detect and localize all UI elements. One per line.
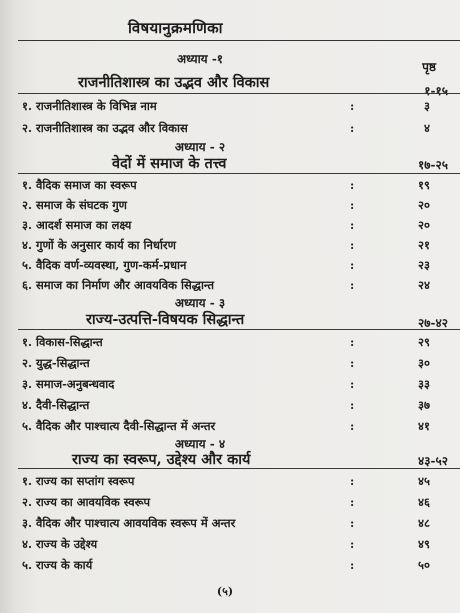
entry-title: १. विकास-सिद्धान्त bbox=[22, 335, 103, 349]
chapter-label: अध्याय -१ bbox=[176, 52, 224, 66]
entry-page: ४ bbox=[424, 121, 430, 135]
entry-page: २० bbox=[418, 218, 430, 232]
entry-page: ४८ bbox=[418, 516, 430, 530]
chapter-label: अध्याय - ४ bbox=[174, 437, 226, 451]
section-rule bbox=[18, 468, 460, 469]
entry-page: ३३ bbox=[418, 377, 430, 391]
entry-separator: : bbox=[350, 558, 355, 572]
toc-entry bbox=[22, 278, 430, 294]
section-title: राज्य का स्वरूप, उद्देश्य और कार्य bbox=[72, 451, 251, 468]
toc-entry bbox=[22, 377, 430, 393]
entry-separator: : bbox=[350, 356, 355, 370]
toc-entry bbox=[22, 258, 430, 274]
entry-title: २. समाज के संघटक गुण bbox=[22, 198, 127, 212]
section-title: राजनीतिशास्त्र का उद्भव और विकास bbox=[78, 74, 270, 91]
heading-rule bbox=[18, 40, 460, 41]
entry-title: ३. आदर्श समाज का लक्ष्य bbox=[22, 218, 132, 232]
entry-title: ५. वैदिक वर्ण-व्यवस्था, गुण-कर्म-प्रधान bbox=[22, 258, 187, 272]
entry-separator: : bbox=[350, 398, 355, 412]
toc-entry bbox=[22, 198, 430, 214]
section-page-range: २७-४२ bbox=[418, 316, 448, 330]
chapter-label: अध्याय - २ bbox=[174, 140, 226, 154]
entry-title: ४. गुणों के अनुसार कार्य का निर्धारण bbox=[22, 238, 176, 252]
entry-separator: : bbox=[350, 121, 355, 135]
entry-title: २. राज्य का आवयविक स्वरूप bbox=[22, 495, 151, 509]
entry-page: ३ bbox=[424, 99, 430, 113]
entry-page: ४६ bbox=[418, 495, 430, 509]
entry-page: ५० bbox=[418, 558, 430, 572]
entry-page: २३ bbox=[418, 258, 430, 272]
entry-page: २४ bbox=[418, 278, 430, 292]
entry-separator: : bbox=[350, 516, 355, 530]
entry-separator: : bbox=[350, 238, 355, 252]
entry-page: ३० bbox=[418, 356, 430, 370]
entry-separator: : bbox=[350, 218, 355, 232]
chapter-label: अध्याय - ३ bbox=[174, 296, 226, 310]
entry-separator: : bbox=[350, 377, 355, 391]
toc-entry bbox=[22, 356, 430, 372]
entry-title: ४. दैवी-सिद्धान्त bbox=[22, 398, 90, 412]
entry-title: १. वैदिक समाज का स्वरूप bbox=[22, 178, 137, 192]
contents-heading: विषयानुक्रमणिका bbox=[128, 19, 223, 37]
toc-entry bbox=[22, 558, 430, 574]
section-page-range: ४३-५२ bbox=[418, 454, 448, 468]
entry-separator: : bbox=[350, 198, 355, 212]
entry-title: ५. राज्य के कार्य bbox=[22, 558, 93, 572]
toc-entry bbox=[22, 178, 430, 194]
entry-title: १. राज्य का सप्तांग स्वरूप bbox=[22, 474, 135, 488]
section-title: वेदों में समाज के तत्त्व bbox=[112, 155, 227, 172]
entry-separator: : bbox=[350, 419, 355, 433]
entry-title: ३. समाज-अनुबन्धवाद bbox=[22, 377, 115, 391]
entry-title: ५. वैदिक और पाश्चात्य दैवी-सिद्धान्त में अन्तर bbox=[22, 419, 216, 433]
toc-entry bbox=[22, 335, 430, 351]
entry-page: २० bbox=[418, 198, 430, 212]
toc-entry bbox=[22, 516, 430, 532]
toc-entry bbox=[22, 474, 430, 490]
entry-title: १. राजनीतिशास्त्र के विभिन्न नाम bbox=[22, 99, 157, 113]
entry-separator: : bbox=[350, 258, 355, 272]
page-number: (५) bbox=[216, 585, 234, 598]
section-rule bbox=[18, 173, 460, 174]
toc-entry bbox=[22, 398, 430, 414]
entry-title: ६. समाज का निर्माण और आवयविक सिद्धान्त bbox=[22, 278, 215, 292]
toc-entry bbox=[22, 121, 430, 137]
toc-entry bbox=[22, 537, 430, 553]
entry-title: २. राजनीतिशास्त्र का उद्भव और विकास bbox=[22, 121, 188, 135]
entry-page: ४५ bbox=[418, 474, 430, 488]
entry-separator: : bbox=[350, 474, 355, 488]
toc-entry bbox=[22, 99, 430, 115]
entry-separator: : bbox=[350, 99, 355, 113]
toc-entry bbox=[22, 419, 430, 435]
entry-separator: : bbox=[350, 495, 355, 509]
entry-title: ३. वैदिक और पाश्चात्य आवयविक स्वरूप में अन्तर bbox=[22, 516, 236, 530]
entry-separator: : bbox=[350, 537, 355, 551]
page-column-label: पृष्ठ bbox=[422, 60, 436, 74]
toc-entry bbox=[22, 238, 430, 254]
section-title: राज्य-उत्पत्ति-विषयक सिद्धान्त bbox=[86, 311, 245, 328]
entry-separator: : bbox=[350, 335, 355, 349]
entry-page: २१ bbox=[418, 238, 430, 252]
entry-page: २९ bbox=[418, 335, 430, 349]
section-page-range: १७-२५ bbox=[418, 158, 448, 172]
entry-title: ४. राज्य के उद्देश्य bbox=[22, 537, 98, 551]
section-rule bbox=[18, 93, 460, 94]
section-rule bbox=[18, 329, 460, 330]
toc-entry bbox=[22, 495, 430, 511]
entry-page: ४९ bbox=[418, 537, 430, 551]
entry-page: ४१ bbox=[418, 419, 430, 433]
entry-title: २. युद्ध-सिद्धान्त bbox=[22, 356, 90, 370]
entry-separator: : bbox=[350, 278, 355, 292]
entry-separator: : bbox=[350, 178, 355, 192]
section-page-range: १-१५ bbox=[424, 84, 448, 98]
entry-page: ३७ bbox=[418, 398, 430, 412]
toc-entry bbox=[22, 218, 430, 234]
entry-page: १९ bbox=[418, 178, 430, 192]
